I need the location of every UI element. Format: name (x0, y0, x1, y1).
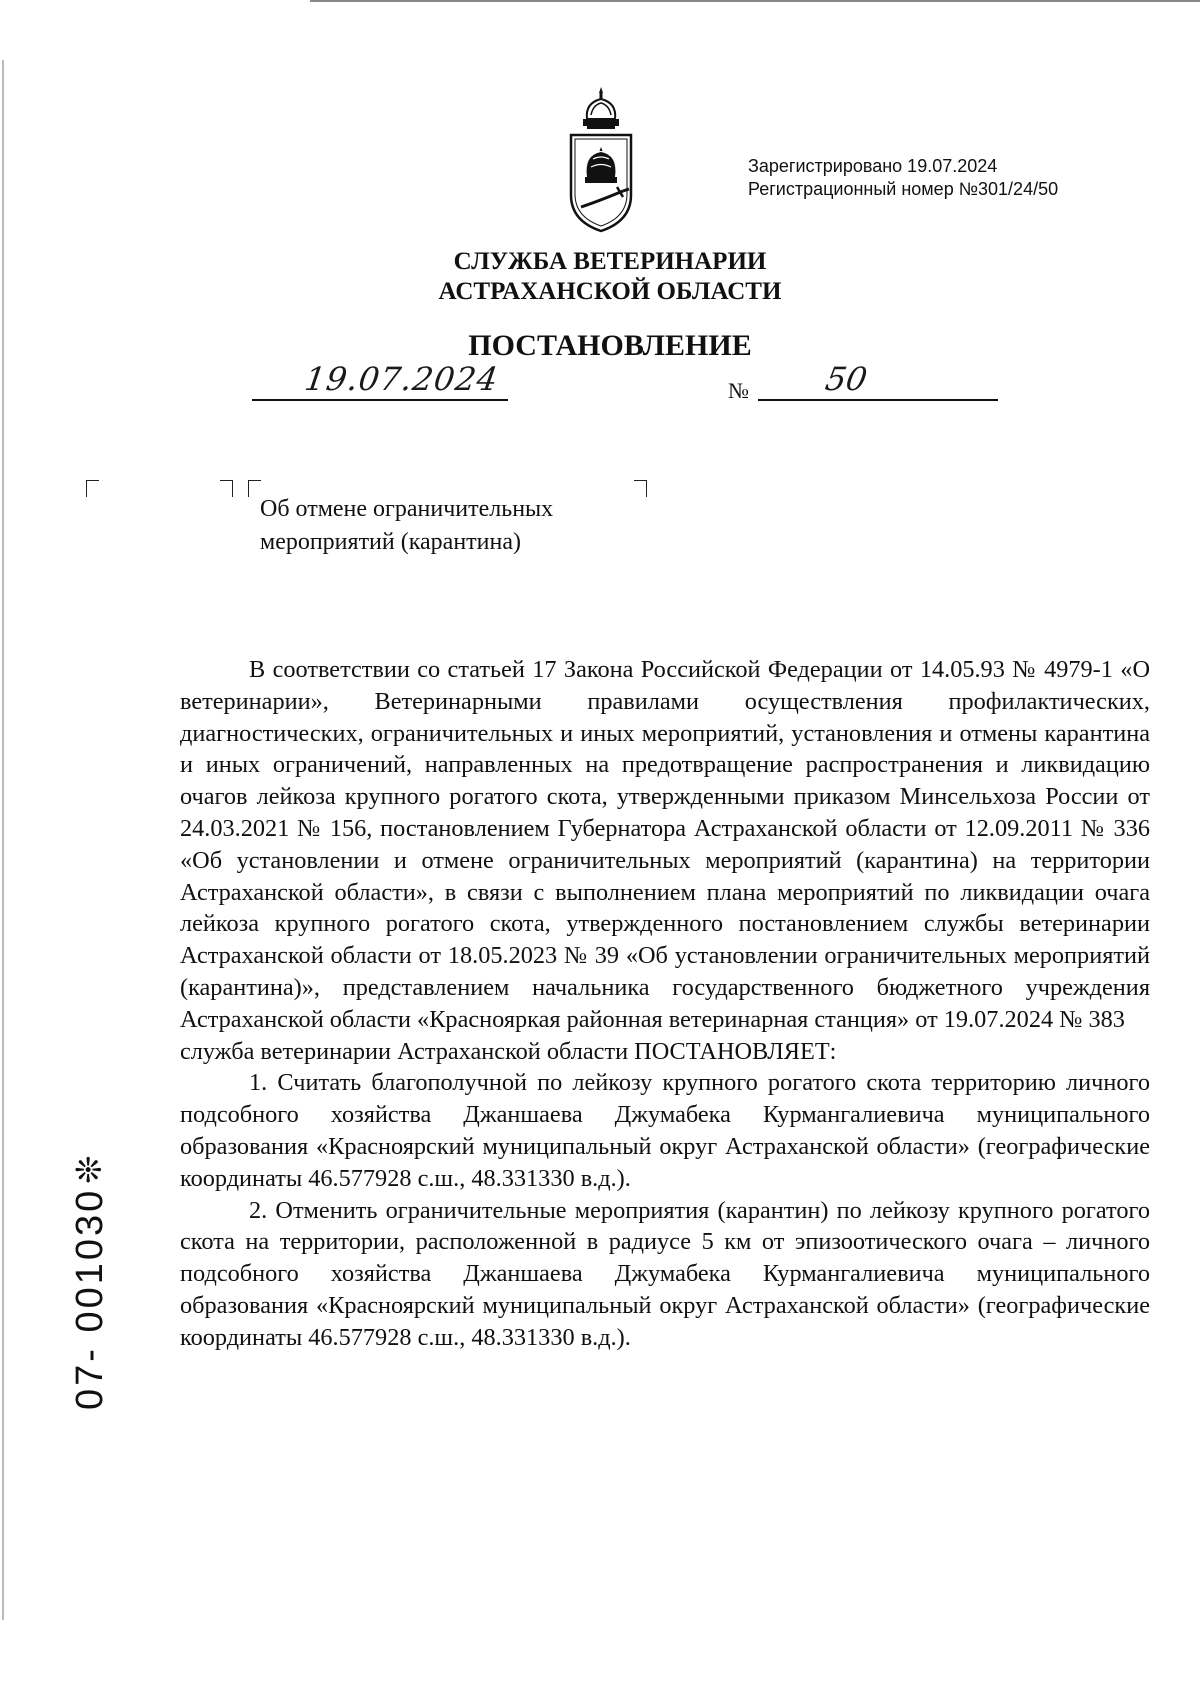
corner-bracket-right (634, 480, 647, 497)
resolves-line: служба ветеринарии Астраханской области ПОСТАНОВЛЯЕТ: (180, 1037, 837, 1065)
preamble-paragraph: В соответствии со статьей 17 Закона Российской Федерации от 14.05.93 № 4979-1 «О ветеринарии», Ветеринарными правилами осуществления профилактических, диагностических, ограничительных и иных мероприятий, установления и отмены карантина и иных ограничений, направленных на предотвращение распространения и ликвидацию очагов лейкоза крупного рогатого скота, утвержденными приказом Минсельхоза России от 24.03.2021 № 156, постановлением Губернатора Астраханской области от 12.09.2011 № 336 «Об установлении и отмене ограничительных мероприятий (карантина) на территории Астраханской области», в связи с выполнением плана мероприятий по ликвидации очага лейкоза крупного рогатого скота, утвержденного постановлением службы ветеринарии Астраханской области от 18.05.2023 № 39 «Об установлении ограничительных мероприятий (карантина)», представлением начальника государственного бюджетного учреждения Астраханской области «Краснояркая районная ветеринарная станция» от 19.07.2024 № 383 (180, 656, 1150, 1033)
handwritten-number: 50 (822, 360, 871, 398)
date-underline (252, 399, 508, 401)
registration-date: Зарегистрировано 19.07.2024 (748, 156, 998, 176)
document-body (180, 654, 1150, 1354)
item-1-paragraph: 1. Считать благополучной по лейкозу крупного рогатого скота территорию личного подсобного хозяйства Джаншаева Джумабека Курмангалиевича муниципального образования «Красноярский муниципальный округ Астраханской области» (географические координаты 46.577928 с.ш., 48.331330 в.д.). (180, 1069, 1150, 1192)
organization-line-1: СЛУЖБА ВЕТЕРИНАРИИ (453, 248, 767, 275)
subject-line-2: мероприятий (карантина) (260, 529, 521, 555)
registration-number: Регистрационный номер №301/24/50 (748, 179, 1059, 199)
corner-bracket-right (220, 480, 233, 497)
top-edge-rule (310, 0, 1200, 2)
document-subject (260, 493, 553, 559)
organization-title (300, 247, 920, 307)
number-sign: № (728, 378, 749, 403)
organization-line-2: АСТРАХАНСКОЙ ОБЛАСТИ (438, 278, 782, 305)
left-edge-rule (2, 60, 4, 1620)
registration-stamp (748, 155, 1058, 201)
subject-line-1: Об отмене ограничительных (260, 496, 554, 522)
coat-of-arms-emblem (565, 85, 637, 235)
margin-stamp-number: 07- 001030 (69, 1187, 111, 1410)
handwritten-date: 19.07.2024 (302, 360, 501, 398)
item-2-paragraph: 2. Отменить ограничительные мероприятия (карантин) по лейкозу крупного рогатого скота на территории, расположенной в радиусе 5 км от эпизоотического очага – личного подсобного хозяйства Джаншаева Джумабека Курмангалиевича муниципального образования «Красноярский муниципальный округ Астраханской области» (географические координаты 46.577928 с.ш., 48.331330 в.д.). (180, 1196, 1150, 1351)
document-type-title: ПОСТАНОВЛЕНИЕ (468, 329, 752, 362)
margin-mark: ❊ (74, 1151, 103, 1191)
corner-bracket-left (86, 480, 99, 497)
number-underline (758, 399, 998, 401)
